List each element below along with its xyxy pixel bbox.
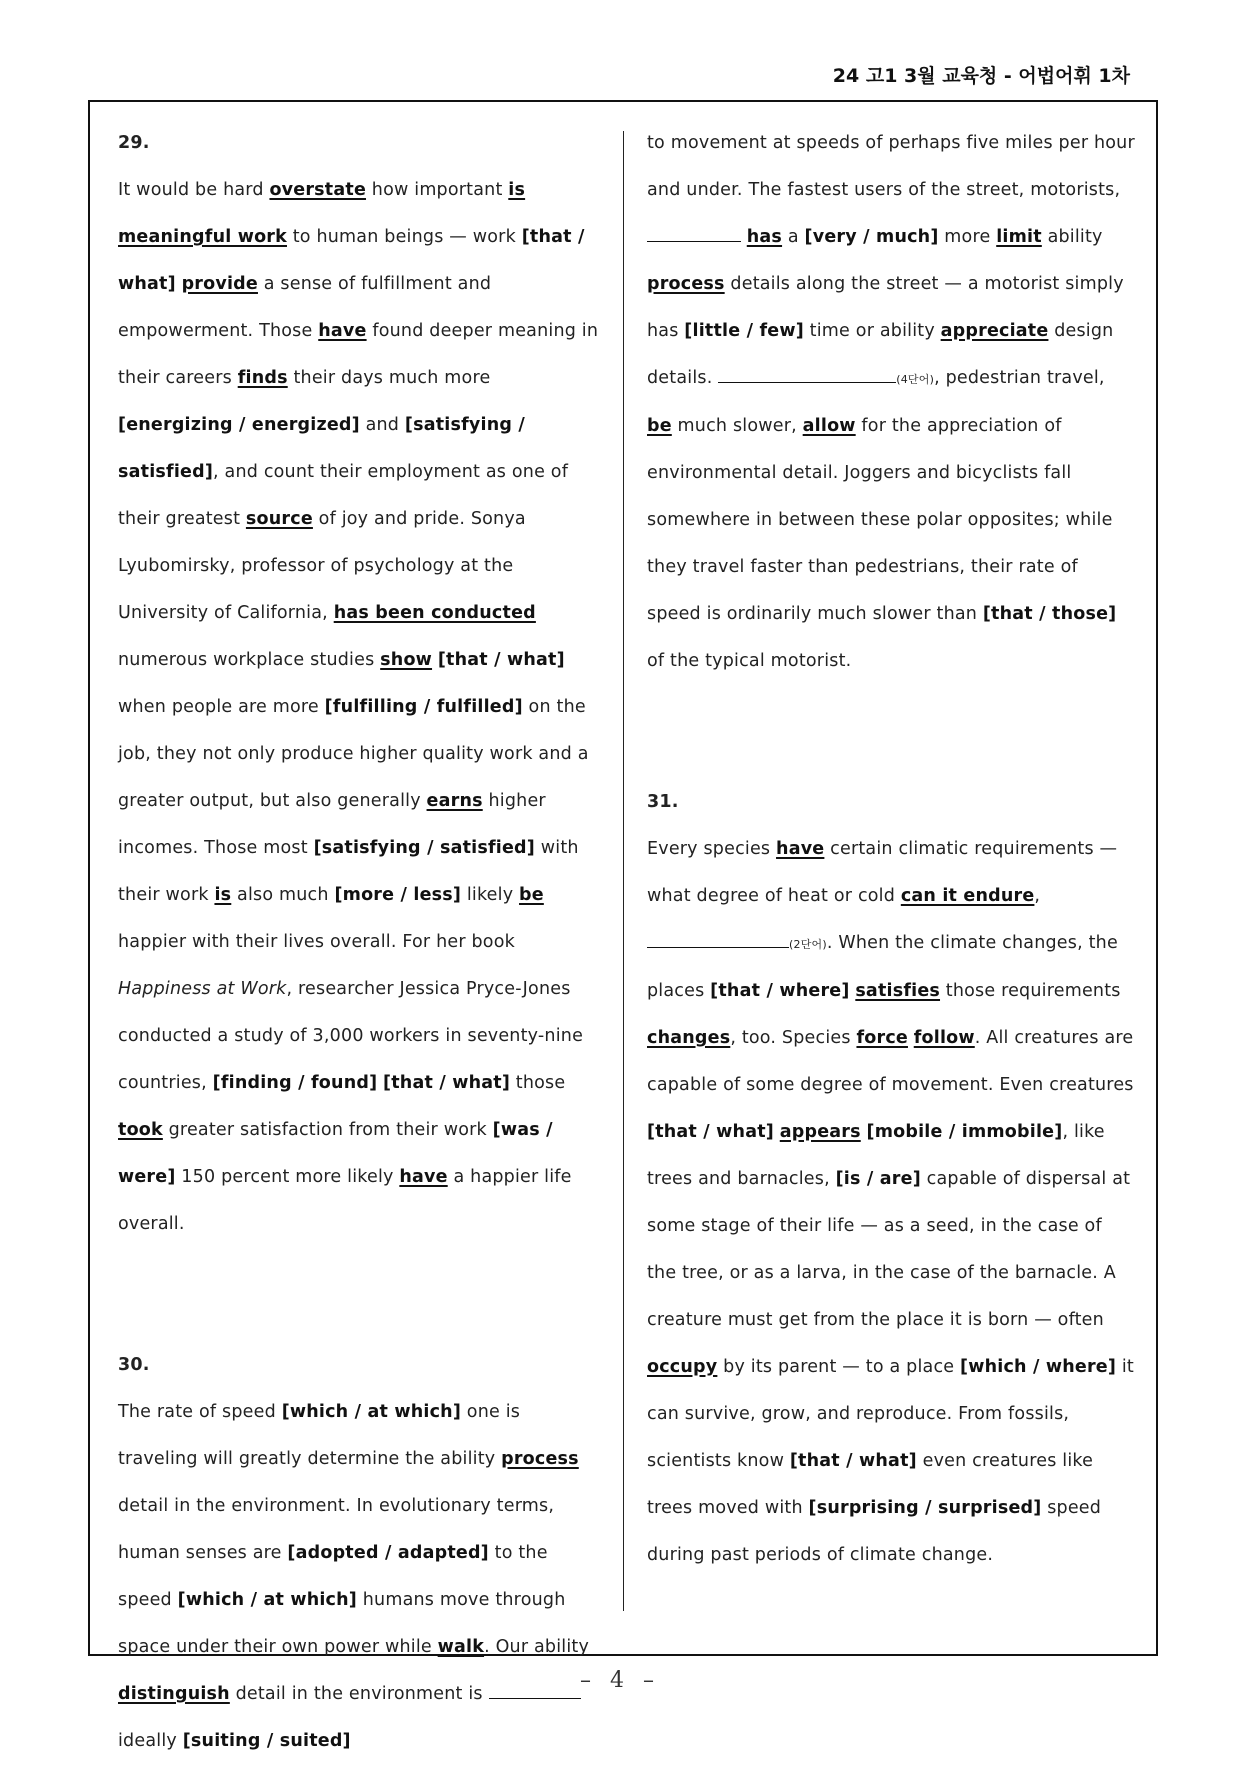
answer-blank[interactable]: [647, 925, 789, 948]
question-30-passage-part1: The rate of speed [which / at which] one is traveling will greatly determine the ability process detail in the environment. In evolutionary terms, human senses are [adopted / adapted] to the speed [which / at which] humans move through space under their own power while walk. Our ability distinguish detail in the environment is ideally [suiting / suited]: [118, 1402, 590, 1751]
question-31-number: 31.: [647, 792, 679, 812]
left-column: [118, 120, 604, 1765]
column-divider: [623, 131, 624, 1611]
answer-blank[interactable]: [718, 360, 896, 383]
question-29-passage: It would be hard overstate how important is meaningful work to human beings — work [that / what] provide a sense of fulfillment and empowerment. Those have found deeper meaning in their careers finds their days much more [energizing / energized] and [satisfying / satisfied], and count their employment as one of their greatest source of joy and pride. Sonya Lyubomirsky, professor of psychology at the University of California, has been conducted numerous workplace studies show [that / what] when people are more [fulfilling / fulfilled] on the job, they not only produce higher quality work and a greater output, but also generally earns higher incomes. Those most [satisfying / satisfied] with their work is also much [more / less] likely be happier with their lives overall. For her book Happiness at Work, researcher Jessica Pryce-Jones conducted a study of 3,000 workers in seventy-nine countries, [finding / found] [that / what] those took greater satisfaction from their work [was / were] 150 percent more likely have a happier life overall.: [118, 180, 599, 1234]
page-number: – 4 –: [580, 1668, 660, 1693]
question-30-number: 30.: [118, 1355, 150, 1375]
question-29-number: 29.: [118, 133, 150, 153]
question-30-passage-part2: to movement at speeds of perhaps five miles per hour and under. The fastest users of the street, motorists, has a [very / much] more limit ability process details along the street — a motorist simply has [little / few] time or ability appreciate design details. (4단어), pedestrian travel, be much slower, allow for the appreciation of environmental detail. Joggers and bicyclists fall somewhere in between these polar opposites; while they travel faster than pedestrians, their rate of speed is ordinarily much slower than [that / those] of the typical motorist.: [647, 133, 1135, 671]
question-31-passage: Every species have certain climatic requirements — what degree of heat or cold can it endure, (2단어). When the climate changes, the places [that / where] satisfies those requirements changes, too. Species force follow. All creatures are capable of some degree of movement. Even creatures [that / what] appears [mobile / immobile], like trees and barnacles, [is / are] capable of dispersal at some stage of their life — as a seed, in the case of the tree, or as a larva, in the case of the barnacle. A creature must get from the place it is born — often occupy by its parent — to a place [which / where] it can survive, grow, and reproduce. From fossils, scientists know [that / what] even creatures like trees moved with [surprising / surprised] speed during past periods of climate change.: [647, 839, 1134, 1565]
word-count-hint: (2단어): [789, 938, 827, 951]
answer-blank[interactable]: [647, 219, 741, 242]
word-count-hint: (4단어): [896, 373, 935, 386]
document-header-title: 24 고1 3월 교육청 - 어법어휘 1차: [832, 65, 1130, 87]
right-column: [647, 120, 1135, 1579]
